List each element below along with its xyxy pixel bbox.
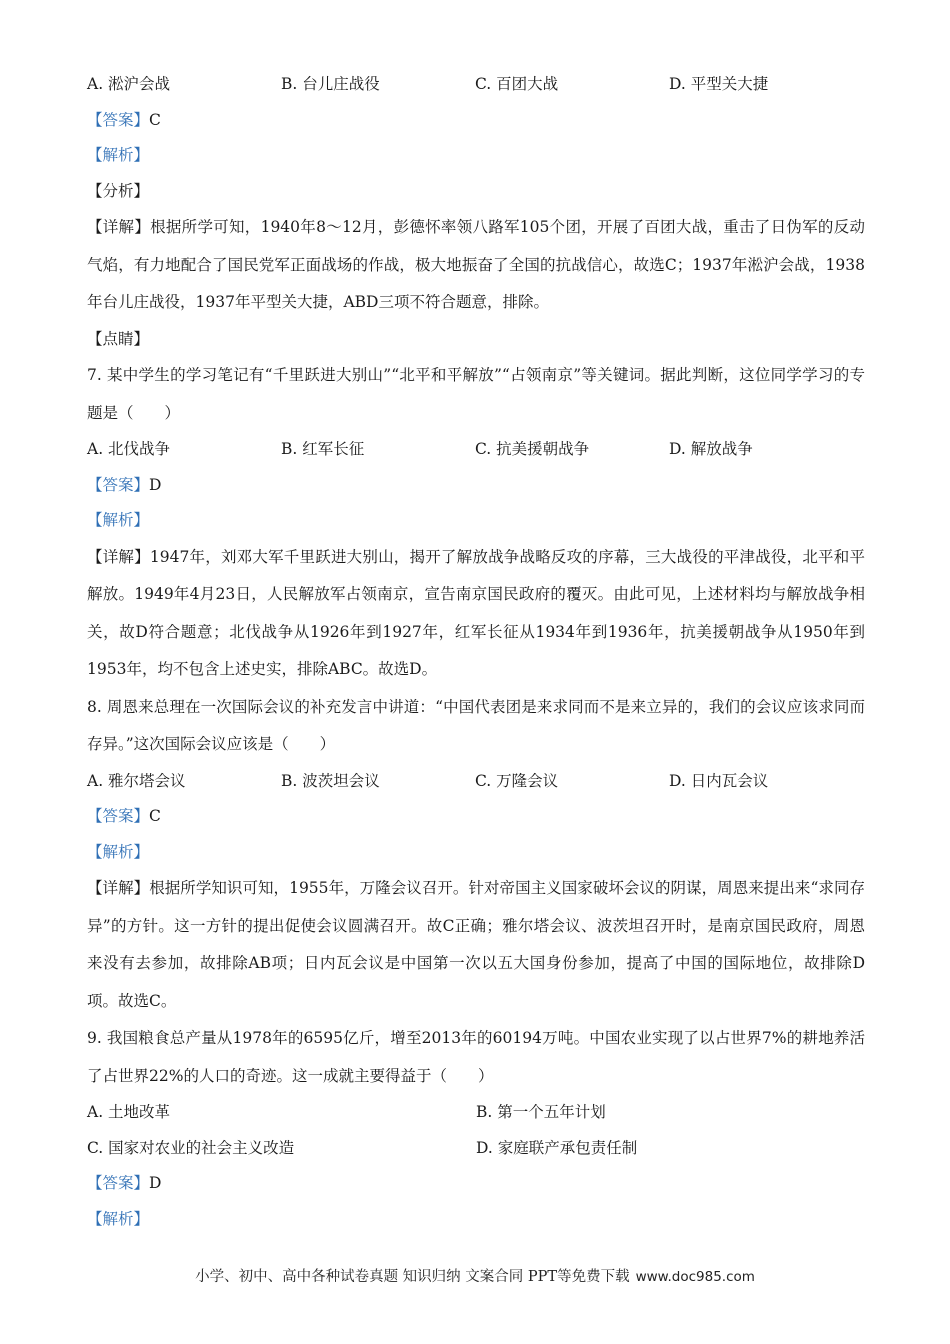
footer-url[interactable]: www.doc985.com bbox=[635, 1269, 755, 1285]
q9-answer bbox=[87, 1166, 865, 1202]
q6-option-d: D. 平型关大捷 bbox=[669, 75, 769, 93]
q7-answer bbox=[87, 468, 865, 504]
q6-analysis-tag: 【解析】 bbox=[87, 146, 150, 164]
q6-options bbox=[87, 67, 865, 103]
q7-option-c: C. 抗美援朝战争 bbox=[475, 440, 590, 458]
q8-option-b: B. 波茨坦会议 bbox=[281, 771, 380, 790]
q6-detail-tag: 【详解】 bbox=[87, 218, 151, 236]
q9-options-row2 bbox=[87, 1131, 865, 1167]
q8-analysis-tag: 【解析】 bbox=[87, 842, 150, 861]
q7-detail-tag: 【详解】 bbox=[87, 547, 150, 566]
q8-stem: 8. 周恩来总理在一次国际会议的补充发言中讲道：“中国代表团是来求同而不是来立异的，我们的会议应该求同而存异。”这次国际会议应该是（ ） bbox=[87, 697, 865, 753]
q9-option-d: D. 家庭联产承包责任制 bbox=[476, 1138, 638, 1157]
q6-detail-text: 根据所学可知，1940年8～12月，彭德怀率领八路军105个团，开展了百团大战，重击了日伪军的反动气焰，有力地配合了国民党军正面战场的作战，极大地振奋了全国的抗战信心，故选C；1937年淞沪会战，1938年台儿庄战役，1937年平型关大捷，ABD三项不符合题意，排除。 bbox=[87, 218, 865, 311]
q6-option-a: A. 淞沪会战 bbox=[87, 75, 171, 93]
q7-answer-tag: 【答案】 bbox=[87, 475, 150, 494]
q9-option-a: A. 土地改革 bbox=[87, 1103, 171, 1121]
q9-answer-value: D bbox=[149, 1174, 162, 1192]
q8-options bbox=[87, 764, 865, 800]
q8-answer bbox=[87, 799, 865, 835]
q8-option-a: A. 雅尔塔会议 bbox=[87, 771, 186, 790]
q9-options-row1 bbox=[87, 1095, 865, 1131]
q6-fenxi-tag: 【分析】 bbox=[87, 181, 150, 200]
q6-option-b: B. 台儿庄战役 bbox=[281, 75, 380, 93]
q9-analysis-tag: 【解析】 bbox=[87, 1209, 150, 1228]
q9-option-c: C. 国家对农业的社会主义改造 bbox=[87, 1138, 295, 1157]
q8-detail-text: 根据所学知识可知，1955年，万隆会议召开。针对帝国主义国家破坏会议的阴谋，周恩来提出来“求同存异”的方针。这一方针的提出促使会议圆满召开。故C正确；雅尔塔会议、波茨坦召开时，是南京国民政府，周恩来没有去参加，故排除AB项；日内瓦会议是中国第一次以五大国身份参加，提高了中国的国际地位，故排除D项。故选C。 bbox=[87, 879, 865, 1010]
q9-stem: 9. 我国粮食总产量从1978年的6595亿斤，增至2013年的60194万吨。中国农业实现了以占世界7%的耕地养活了占世界22%的人口的奇迹。这一成就主要得益于（ ） bbox=[87, 1029, 865, 1085]
q6-option-c: C. 百团大战 bbox=[475, 75, 559, 93]
q8-answer-tag: 【答案】 bbox=[87, 807, 150, 825]
q8-option-d: D. 日内瓦会议 bbox=[669, 771, 769, 790]
q7-answer-value: D bbox=[149, 475, 162, 494]
q9-option-b: B. 第一个五年计划 bbox=[476, 1103, 606, 1121]
q6-answer-value: C bbox=[149, 110, 161, 129]
q7-analysis-tag: 【解析】 bbox=[87, 511, 150, 529]
q9-answer-tag: 【答案】 bbox=[87, 1174, 150, 1192]
q7-detail bbox=[87, 539, 865, 689]
q7-option-a: A. 北伐战争 bbox=[87, 440, 171, 458]
q6-answer-tag: 【答案】 bbox=[87, 110, 150, 129]
q7-option-d: D. 解放战争 bbox=[669, 440, 753, 458]
footer-text: 小学、初中、高中各种试卷真题 知识归纳 文案合同 PPT等免费下载 bbox=[195, 1269, 630, 1285]
document-body bbox=[87, 67, 865, 1237]
q7-options bbox=[87, 432, 865, 468]
q6-answer bbox=[87, 103, 865, 139]
q7-option-b: B. 红军长征 bbox=[281, 440, 365, 458]
q8-answer-value: C bbox=[149, 807, 161, 825]
q7-detail-text: 1947年，刘邓大军千里跃进大别山，揭开了解放战争战略反攻的序幕，三大战役的平津战役，北平和平解放。1949年4月23日，人民解放军占领南京，宣告南京国民政府的覆灭。由此可见，上述材料均与解放战争相关，故D符合题意；北伐战争从1926年到1927年，红军长征从1934年到1936年，抗美援朝战争从1950年到1953年，均不包含上述史实，排除ABC。故选D。 bbox=[87, 547, 865, 678]
q8-detail-tag: 【详解】 bbox=[87, 879, 150, 897]
q7-stem: 7. 某中学生的学习笔记有“千里跃进大别山”“北平和平解放”“占领南京”等关键词。据此判断，这位同学学习的专题是（ ） bbox=[87, 366, 865, 422]
q8-option-c: C. 万隆会议 bbox=[475, 771, 559, 790]
page-footer bbox=[0, 1265, 950, 1286]
q8-detail bbox=[87, 870, 865, 1020]
q6-dianjing-tag: 【点睛】 bbox=[87, 329, 150, 348]
q6-detail bbox=[87, 209, 865, 322]
